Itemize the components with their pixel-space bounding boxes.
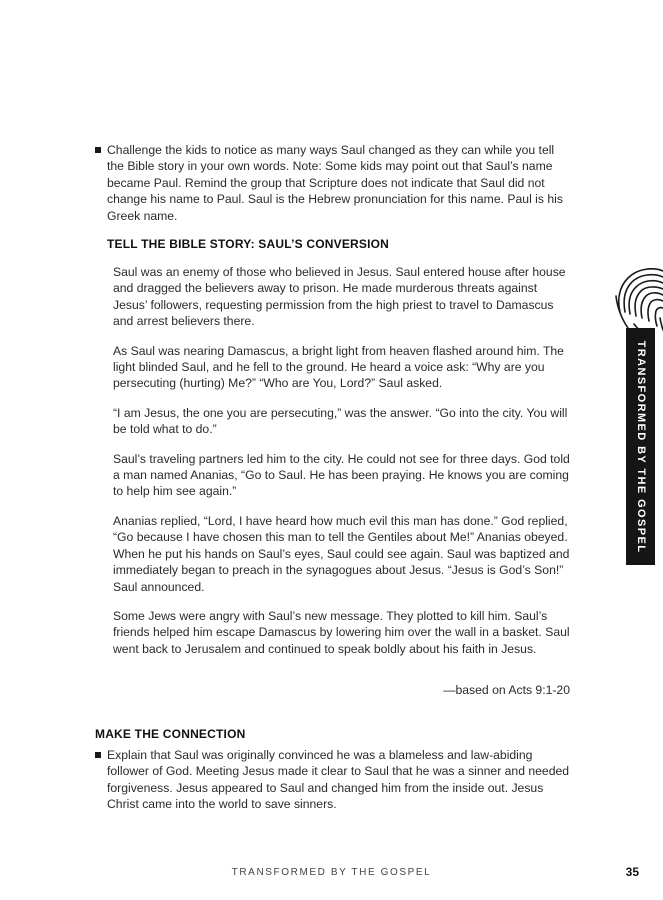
connection-bullet-item <box>95 747 571 813</box>
connection-heading: MAKE THE CONNECTION <box>95 727 246 741</box>
story-paragraph: As Saul was nearing Damascus, a bright light from heaven flashed around him. The light blinded Saul, and he fell to the ground. He heard a voice ask: “Why are you persecuting (hurting) Me?” “Who are You, Lord?” Saul asked. <box>113 343 564 391</box>
page-number: 35 <box>625 865 639 879</box>
side-tab <box>626 328 655 565</box>
connection-bullet-text: Explain that Saul was originally convinced he was a blameless and law-abiding follower of God. Meeting Jesus made it clear to Saul that he was a sinner and needed forgiveness. Jesus appeared to Saul and changed him from the inside out. Jesus Christ came into the world to save sinners. <box>107 748 570 812</box>
fingerprint-icon <box>614 268 663 334</box>
story-paragraph: Ananias replied, “Lord, I have heard how much evil this man has done.” God replied, “Go because I have chosen this man to tell the Gentiles about Me!” Ananias obeyed. When he put his hands on Saul’s eyes, Saul could see again. Saul was baptized and immediately began to preach in the synagogues about Jesus. “Jesus is God’s Son!” Saul announced. <box>113 513 570 594</box>
bullet-icon <box>95 147 101 153</box>
bible-story <box>113 264 571 670</box>
story-paragraph: Some Jews were angry with Saul’s new message. They plotted to kill him. Saul’s friends helped him escape Damascus by lowering him over the wall in a basket. Saul went back to Jerusalem and continued to speak boldly about his faith in Jesus. <box>113 608 570 656</box>
story-paragraph: Saul’s traveling partners led him to the city. He could not see for three days. God told a man named Ananias, “Go to Saul. He has been praying. He knows you are coming to help him see again.” <box>113 451 570 499</box>
side-tab-label: TRANSFORMED BY THE GOSPEL <box>634 340 647 553</box>
story-paragraph: Saul was an enemy of those who believed in Jesus. Saul entered house after house and dragged the believers away to prison. He made murderous threats against Jesus’ followers, requesting permission from the high priest to travel to Damascus and arrest believers there. <box>113 265 566 329</box>
intro-bullet-item <box>95 142 571 224</box>
scripture-citation: —based on Acts 9:1-20 <box>443 683 570 697</box>
bullet-icon <box>95 752 101 758</box>
story-heading: TELL THE BIBLE STORY: SAUL’S CONVERSION <box>107 237 390 251</box>
intro-bullet-text: Challenge the kids to notice as many ways Saul changed as they can while you tell the Bible story in your own words. Note: Some kids may point out that Saul’s name became Paul. Remind the group that Scripture does not indicate that Saul did not change his name to Paul. Saul is the Hebrew pronunciation for this name. Paul is his Greek name. <box>107 143 563 223</box>
story-paragraph: “I am Jesus, the one you are persecuting,” was the answer. “Go into the city. You will be told what to do.” <box>113 405 568 437</box>
footer-title: TRANSFORMED BY THE GOSPEL <box>231 867 432 878</box>
